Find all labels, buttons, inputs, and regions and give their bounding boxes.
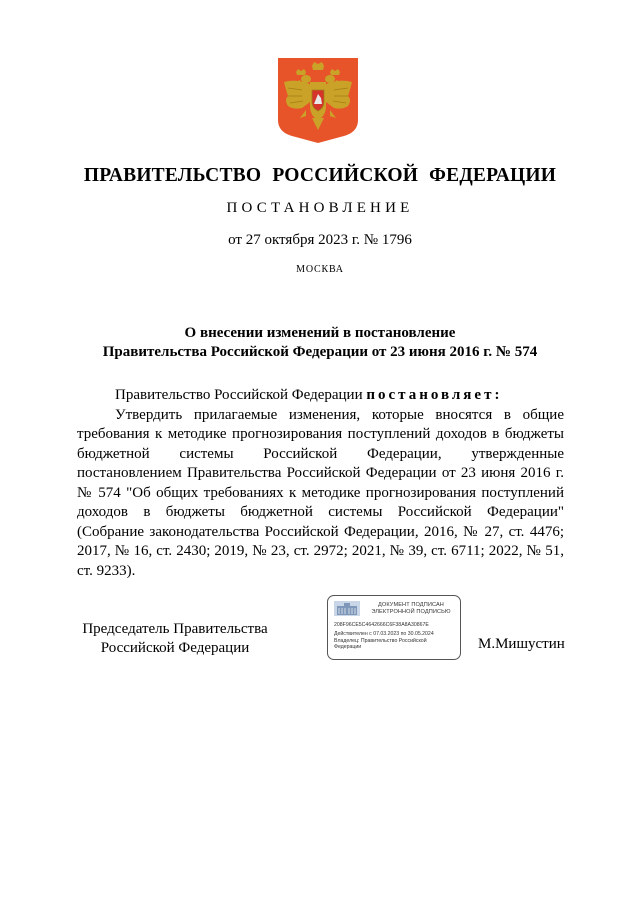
- decree-word: постановляет:: [366, 387, 503, 403]
- document-type: ПОСТАНОВЛЕНИЕ: [226, 200, 414, 216]
- stamp-owner-line-1: Владелец: Правительство Российской: [334, 638, 427, 644]
- stamp-owner-line-2: Федерации: [334, 644, 362, 650]
- decree-intro-paragraph: [77, 386, 564, 406]
- subject-line-1: О внесении изменений в постановление: [184, 325, 456, 341]
- decree-intro-text: Правительство Российской Федерации: [115, 387, 367, 403]
- signer-position-line-1: Председатель Правительства: [82, 621, 268, 637]
- document-date-number: от 27 октября 2023 г. № 1796: [228, 232, 412, 248]
- stamp-certificate-serial: 208F96CE5C4642666C6F38A8A30867E: [334, 622, 429, 628]
- signer-position: [70, 620, 280, 657]
- document-city: МОСКВА: [296, 264, 344, 275]
- signer-position-line-2: Российской Федерации: [100, 639, 250, 656]
- stamp-heading-line-1: ДОКУМЕНТ ПОДПИСАН: [378, 602, 444, 608]
- coat-of-arms-icon: [276, 56, 360, 144]
- document-subject: [60, 324, 580, 362]
- decree-main-paragraph: Утвердить прилагаемые изменения, которые вносятся в общие требования к методике прогнозирования поступлений доходов в бюджеты бюджетной системы Российской Федерации, утвержденные постановлением Правительства Российской Федерации от 23 июня 2016 г. № 574 "Об общих требованиях к методике прогнозирования поступлений доходов в бюджеты бюджетной системы Российской Федерации" (Собрание законодательства Российской Федерации, 2016, № 27, ст. 4476; 2017, № 16, ст. 2430; 2019, № 23, ст. 2972; 2021, № 39, ст. 6711; 2022, № 51, ст. 9233).: [77, 406, 564, 579]
- government-title: ПРАВИТЕЛЬСТВО РОССИЙСКОЙ ФЕДЕРАЦИИ: [83, 165, 557, 186]
- stamp-heading-line-2: ЭЛЕКТРОННОЙ ПОДПИСЬЮ: [371, 609, 451, 615]
- signer-name: М.Мишустин: [478, 636, 565, 652]
- stamp-heading: [364, 602, 458, 616]
- subject-line-2: Правительства Российской Федерации от 23 июня 2016 г. № 574: [102, 344, 538, 360]
- stamp-validity: Действителен с 07.03.2023 по 30.05.2024: [334, 631, 434, 637]
- electronic-signature-stamp: [327, 595, 461, 660]
- document-body: [77, 386, 564, 581]
- government-building-icon: [334, 601, 360, 616]
